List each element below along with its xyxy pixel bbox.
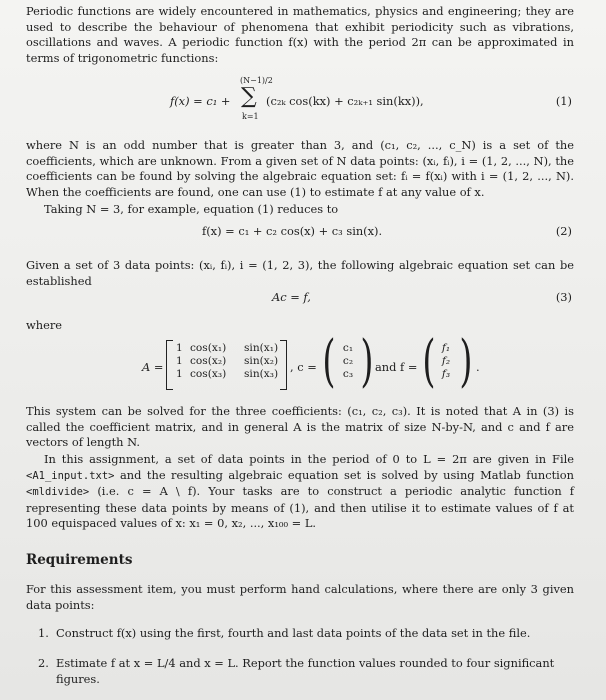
requirements-intro: For this assessment item, you must perform hand calculations, where there are only 3 given data points: — [26, 582, 574, 612]
eq1-sum-upper: (N−1)/2 — [240, 76, 273, 85]
c-vector-right-paren: ) — [360, 329, 374, 394]
assignment-paragraph: In this assignment, a set of data points in the period of 0 to L = 2π are given in File <A1_input.txt> and the resulting algebraic equation set is solved by using Matlab function <mldivide> (i.e. c = A \ f). Your tasks are to construct a periodic analytic function f representing these data points by means of (1), and then utilise it to estimate values of f at 100 equispaced values of x: x₁ = 0, x₂, ..., x₁₀₀ = L. — [26, 452, 574, 531]
matrix-end-period: . — [476, 360, 480, 374]
c-vector-left-paren: ( — [322, 329, 336, 394]
list-item: 1. Construct f(x) using the first, fourth and last data points of the data set in the file. — [38, 626, 531, 640]
matrix-row: 1 cos(x₁) sin(x₁) — [176, 342, 279, 354]
eq1-rhs: (c₂ₖ cos(kx) + c₂ₖ₊₁ sin(kx)), — [266, 94, 424, 108]
dataset-paragraph: Given a set of 3 data points: (xᵢ, fᵢ), i = (1, 2, 3), the following algebraic equation set can be established — [26, 258, 574, 288]
equation-2: f(x) = c₁ + c₂ cos(x) + c₃ sin(x). — [202, 224, 383, 238]
equation-3: Ac = f, — [272, 290, 311, 304]
f-vector-right-paren: ) — [459, 329, 473, 394]
f-vector-label: and f = — [375, 360, 418, 374]
eq3-number: (3) — [555, 290, 572, 304]
eq1-lhs: f(x) = c₁ + — [170, 94, 231, 108]
example-paragraph: Taking N = 3, for example, equation (1) reduces to — [44, 202, 339, 216]
matrix-row: 1 cos(x₃) sin(x₃) — [176, 368, 279, 380]
coefficients-paragraph: where N is an odd number that is greater than 3, and (c₁, c₂, ..., c_N) is a set of the coefficients, which are unknown. From a given set of N data points: (xᵢ, fᵢ), i = (1, 2, ..., N), the coefficients can be found by solving the algebraic equation set: fᵢ = f(xᵢ) with i = (1, 2, ..., N). When the coefficients are found, one can use (1) to estimate f at any value of x. — [26, 138, 574, 199]
coefficient-matrix — [176, 342, 278, 381]
matrix-left-bracket — [166, 340, 173, 390]
system-paragraph: This system can be solved for the three coefficients: (c₁, c₂, c₃). It is noted that A in (3) is called the coefficient matrix, and in general A is the matrix of size N-by-N, and c and f are vectors of length N. — [26, 404, 574, 450]
where-label: where — [26, 318, 63, 332]
matrix-right-bracket — [280, 340, 287, 390]
requirements-heading: Requirements — [26, 552, 133, 568]
eq1-number: (1) — [555, 94, 572, 108]
input-file-name: <A1_input.txt> — [26, 469, 115, 482]
eq2-number: (2) — [555, 224, 572, 238]
eq1-sum-symbol: ∑ — [241, 84, 257, 109]
f-vector-left-paren: ( — [422, 329, 436, 394]
eq1-sum-lower: k=1 — [242, 112, 259, 121]
intro-paragraph: Periodic functions are widely encountered in mathematics, physics and engineering; they are used to describe the behaviour of phenomena that exhibit periodicity such as vibrations, oscillations and waves. A periodic function f(x) with the period 2π can be approximated in terms of trigonometric functions: — [26, 4, 574, 65]
list-item: 2. Estimate f at x = L/4 and x = L. Report the function values rounded to four significant figures. — [38, 656, 555, 686]
matlab-function-name: <mldivide> — [26, 486, 90, 499]
matrix-a-label: A = — [142, 360, 164, 374]
matrix-row: 1 cos(x₂) sin(x₂) — [176, 355, 279, 367]
c-vector: c₁ c₂ c₃ — [342, 342, 354, 380]
c-vector-label: , c = — [290, 360, 317, 374]
f-vector: f₁ f₂ f₃ — [441, 342, 451, 380]
